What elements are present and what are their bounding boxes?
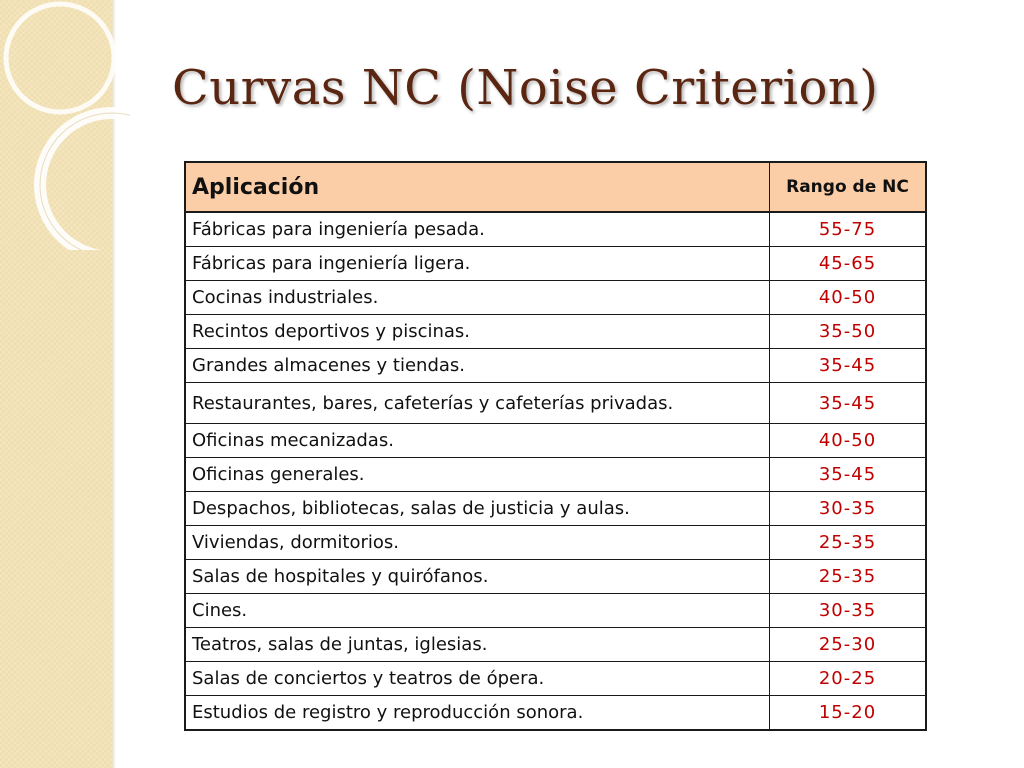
table-row (185, 458, 926, 492)
application-cell: Oficinas mecanizadas. (185, 424, 770, 458)
nc-range-cell: 35-45 (770, 383, 927, 424)
application-cell: Fábricas para ingeniería pesada. (185, 212, 770, 247)
nc-range-cell: 40-50 (770, 424, 927, 458)
application-cell: Estudios de registro y reproducción sonora. (185, 696, 770, 731)
application-cell: Teatros, salas de juntas, iglesias. (185, 628, 770, 662)
application-cell: Salas de hospitales y quirófanos. (185, 560, 770, 594)
header-nc-range: Rango de NC (770, 162, 927, 212)
table-row (185, 349, 926, 383)
nc-range-cell: 30-35 (770, 594, 927, 628)
nc-range-cell: 25-35 (770, 560, 927, 594)
nc-range-cell: 35-45 (770, 458, 927, 492)
table-row (185, 696, 926, 731)
nc-range-cell: 25-30 (770, 628, 927, 662)
nc-range-cell: 55-75 (770, 212, 927, 247)
nc-range-cell: 40-50 (770, 281, 927, 315)
table-row (185, 247, 926, 281)
slide-title: Curvas NC (Noise Criterion) (172, 60, 879, 116)
decorative-rings (0, 0, 130, 250)
application-cell: Salas de conciertos y teatros de ópera. (185, 662, 770, 696)
application-cell: Oficinas generales. (185, 458, 770, 492)
application-cell: Grandes almacenes y tiendas. (185, 349, 770, 383)
nc-range-cell: 45-65 (770, 247, 927, 281)
table-row (185, 383, 926, 424)
table-row (185, 594, 926, 628)
nc-range-cell: 15-20 (770, 696, 927, 731)
application-cell: Cines. (185, 594, 770, 628)
table-row (185, 662, 926, 696)
application-cell: Restaurantes, bares, cafeterías y cafeterías privadas. (185, 383, 770, 424)
table-row (185, 526, 926, 560)
nc-range-cell: 25-35 (770, 526, 927, 560)
application-cell: Despachos, bibliotecas, salas de justicia y aulas. (185, 492, 770, 526)
nc-range-cell: 35-45 (770, 349, 927, 383)
header-application: Aplicación (185, 162, 770, 212)
table-row (185, 560, 926, 594)
table-row (185, 628, 926, 662)
table-row (185, 212, 926, 247)
application-cell: Viviendas, dormitorios. (185, 526, 770, 560)
table-row (185, 492, 926, 526)
nc-range-cell: 20-25 (770, 662, 927, 696)
nc-range-cell: 30-35 (770, 492, 927, 526)
application-cell: Fábricas para ingeniería ligera. (185, 247, 770, 281)
table-header-row (185, 162, 926, 212)
table-row (185, 424, 926, 458)
table-row (185, 315, 926, 349)
nc-criteria-table (184, 161, 927, 731)
application-cell: Cocinas industriales. (185, 281, 770, 315)
application-cell: Recintos deportivos y piscinas. (185, 315, 770, 349)
nc-range-cell: 35-50 (770, 315, 927, 349)
table-row (185, 281, 926, 315)
